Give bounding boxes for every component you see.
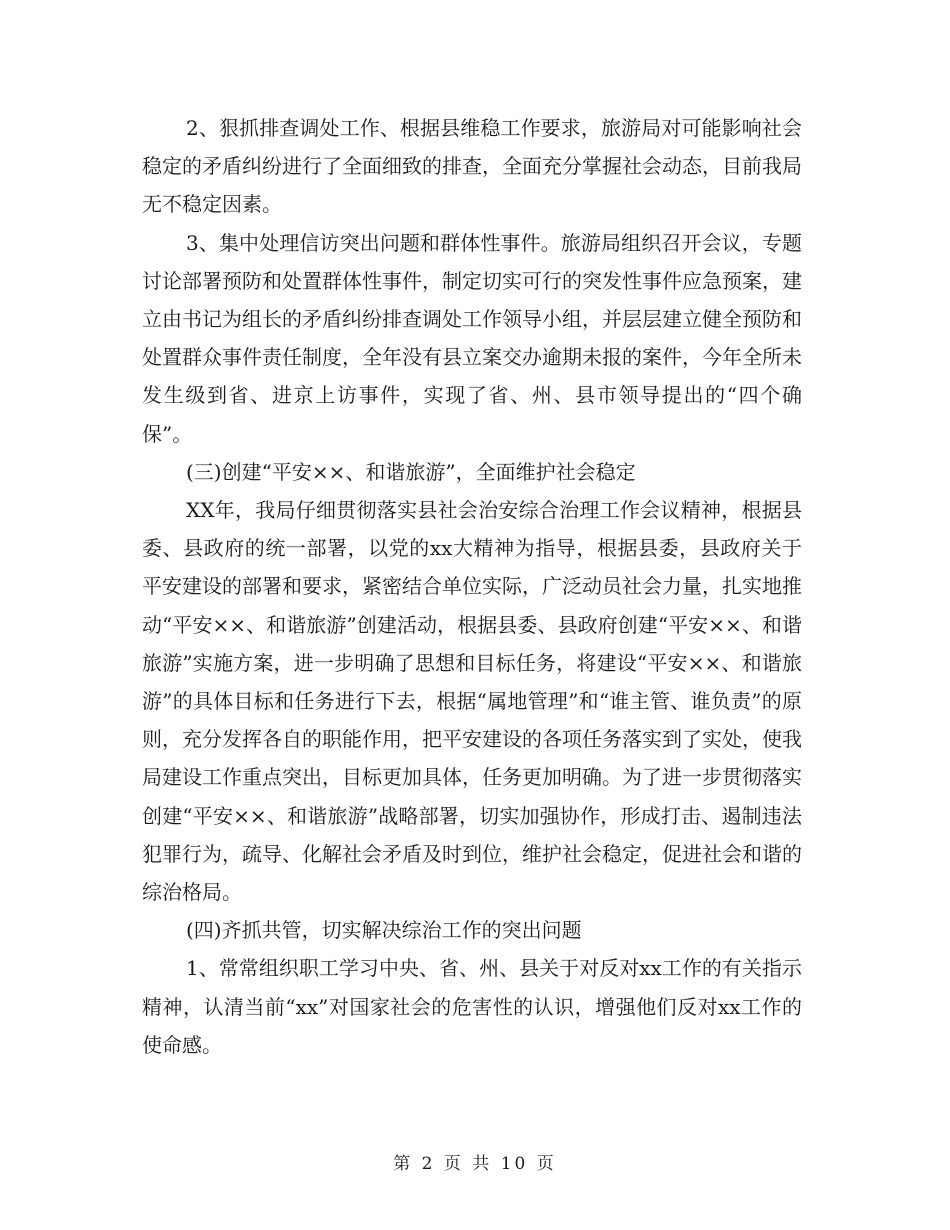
section-heading-4: (四)齐抓共管，切实解决综治工作的突出问题 <box>186 918 582 943</box>
paragraph-item-2: 2、狠抓排查调处工作、根据县维稳工作要求，旅游局对可能影响社会稳定的矛盾纠纷进行了全面细致的排查，全面充分掌握社会动态，目前我局无不稳定因素。 <box>142 116 802 217</box>
page-number-footer: 第 2 页 共 10 页 <box>393 1154 557 1174</box>
section-heading-3: (三)创建“平安××、和谐旅游”，全面维护社会稳定 <box>186 459 636 484</box>
paragraph-section-3-body: XX年，我局仔细贯彻落实县社会治安综合治理工作会议精神，根据县委、县政府的统一部署，以党的xx大精神为指导，根据县委，县政府关于平安建设的部署和要求，紧密结合单位实际，广泛动员社会力量，扎实地推动“平安××、和谐旅游”创建活动，根据县委、县政府创建“平安××、和谐旅游”实施方案，进一步明确了思想和目标任务，将建设“平安××、和谐旅游”的具体目标和任务进行下去，根据“属地管理”和“谁主管、谁负责”的原则，充分发挥各自的职能作用，把平安建设的各项任务落实到了实处，使我局建设工作重点突出，目标更加具体，任务更加明确。为了进一步贯彻落实创建“平安××、和谐旅游”战略部署，切实加强协作，形成打击、遏制违法犯罪行为，疏导、化解社会矛盾及时到位，维护社会稳定，促进社会和谐的综治格局。 <box>142 498 802 905</box>
paragraph-item-1: 1、常常组织职工学习中央、省、州、县关于对反对xx工作的有关指示精神，认清当前“xx”对国家社会的危害性的认识，增强他们反对xx工作的使命感。 <box>142 956 802 1057</box>
paragraph-item-3: 3、集中处理信访突出问题和群体性事件。旅游局组织召开会议，专题讨论部署预防和处置群体性事件，制定切实可行的突发性事件应急预案，建立由书记为组长的矛盾纠纷排查调处工作领导小组，并层层建立健全预防和处置群众事件责任制度，全年没有县立案交办逾期未报的案件，今年全所未发生级到省、进京上访事件，实现了省、州、县市领导提出的“四个确保”。 <box>142 230 802 446</box>
document-body <box>142 109 802 1064</box>
